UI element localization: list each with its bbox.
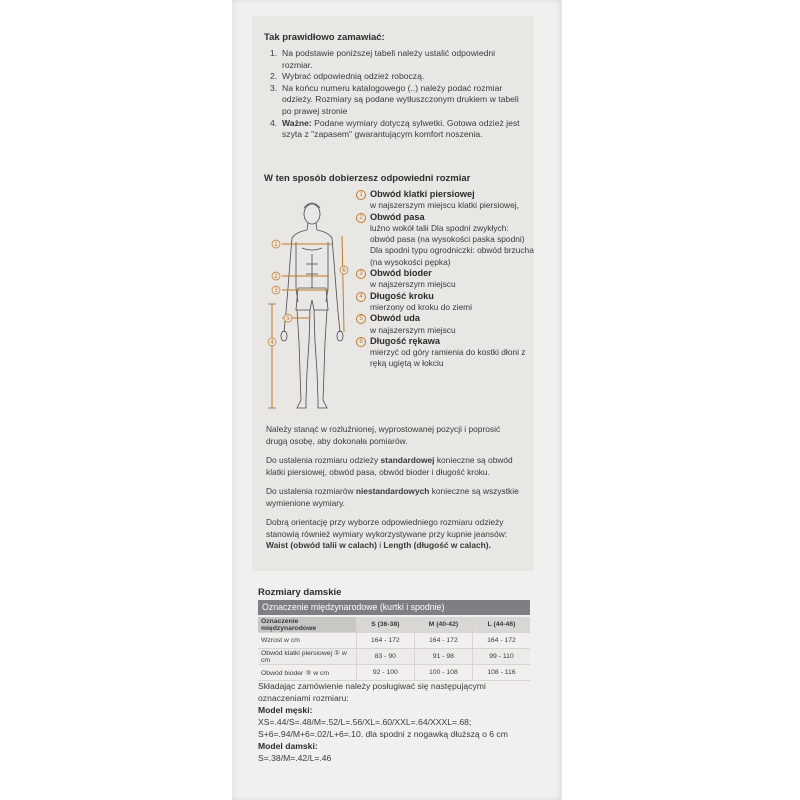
measurement-item: 6 Długość rękawa mierzyć od góry ramienia do kostki dłoni z ręką ugiętą w łokciu — [356, 336, 534, 370]
male-model-title: Model męski: — [258, 705, 313, 715]
measurement-item: 2 Obwód pasa luźno wokół talii Dla spodni zwykłych: obwód pasa (na wysokości paska spodni) Dla spodni typu ogrodniczki: obwód brzucha (na wysokości pępka) — [356, 212, 534, 268]
header-size-s: S (36-38) — [356, 617, 414, 633]
measurement-item: 4 Długość kroku mierzony od kroku do ziemi — [356, 291, 534, 314]
figure-label-1: 1 — [274, 241, 278, 248]
list-item: 3. Na końcu numeru katalogowego (..) należy podać rozmiar odzieży. Rozmiary są podane wytłuszczonym drukiem w tabeli po prawej stronie — [270, 82, 519, 116]
measurement-list — [356, 189, 534, 370]
table-row: Obwód klatki piersiowej ① w cm 83 - 90 91 - 98 99 - 110 — [258, 649, 530, 665]
figure-label-3: 3 — [274, 287, 278, 294]
women-sizes-title: Rozmiary damskie — [258, 587, 342, 598]
header-size-m: M (40-42) — [414, 617, 472, 633]
paragraph-jeans: Dobrą orientację przy wyborze odpowiedniego rozmiaru odzieży stanowią również wymiary wykorzystywane przy kupnie jeansów: Waist (obwód talii w calach) i Length (długość w calach). — [266, 517, 508, 550]
list-item: 2. Wybrać odpowiednią odzież roboczą. — [270, 71, 425, 82]
table-row: Wzrost w cm 164 - 172 164 - 172 164 - 172 — [258, 633, 530, 649]
women-sizes-table — [258, 600, 530, 681]
male-sizes-line2: S+6=.94/M+6=.02/L+6=.10. dla spodni z nogawką dłuższą o 6 cm — [258, 729, 508, 739]
how-to-order-list — [270, 48, 522, 141]
paragraph-posture: Należy stanąć w rozluźnionej, wyprostowanej pozycji i poprosić drugą osobę, aby dokonała pomiarów. — [266, 424, 501, 446]
header-size-l: L (44-46) — [472, 617, 530, 633]
list-item: 1. Na podstawie poniższej tabeli należy ustalić odpowiedni rozmiar. — [270, 48, 496, 70]
male-sizes-line1: XS=.44/S=.48/M=.52/L=.56/XL=.60/XXL=.64/XXXL=.68; — [258, 717, 472, 727]
ordering-intro: Składając zamówienie należy posługiwać się następującymi oznaczeniami rozmiaru: — [258, 681, 486, 703]
list-item: 4. Ważne: Podane wymiary dotyczą sylwetki. Gotowa odzież jest szyta z "zapasem" gwarantującym komfort noszenia. — [270, 117, 520, 140]
how-to-order-title: Tak prawidłowo zamawiać: — [264, 32, 385, 43]
figure-label-5: 5 — [286, 315, 290, 322]
header-label: Oznaczenie międzynarodowe — [258, 617, 356, 633]
measure-title: W ten sposób dobierzesz odpowiedni rozmiar — [264, 173, 471, 184]
measurement-item: 1 Obwód klatki piersiowej w najszerszym miejscu klatki piersiowej, — [356, 189, 534, 212]
table-header-row — [258, 617, 530, 633]
figure-label-2: 2 — [274, 273, 278, 280]
measurement-item: 5 Obwód uda w najszerszym miejscu — [356, 313, 534, 336]
table-row: Obwód bioder ③ w cm 92 - 100 100 - 108 108 - 116 — [258, 665, 530, 681]
figure-label-4: 4 — [270, 339, 274, 346]
female-model-title: Model damski: — [258, 741, 318, 751]
figure-label-6: 6 — [342, 267, 346, 274]
table-title: Oznaczenie międzynarodowe (kurtki i spodnie) — [258, 600, 530, 617]
body-figure-illustration — [262, 192, 352, 420]
female-sizes-line: S=.38/M=.42/L=.46 — [258, 753, 332, 763]
paragraph-standard: Do ustalenia rozmiaru odzieży standardowej konieczne są obwód klatki piersiowej, obwód pasa, obwód bioder i długość kroku. — [266, 455, 513, 477]
measurement-item: 3 Obwód bioder w najszerszym miejscu — [356, 268, 534, 291]
paragraph-nonstandard: Do ustalenia rozmiarów niestandardowych konieczne są wszystkie wymienione wymiary. — [266, 486, 519, 508]
